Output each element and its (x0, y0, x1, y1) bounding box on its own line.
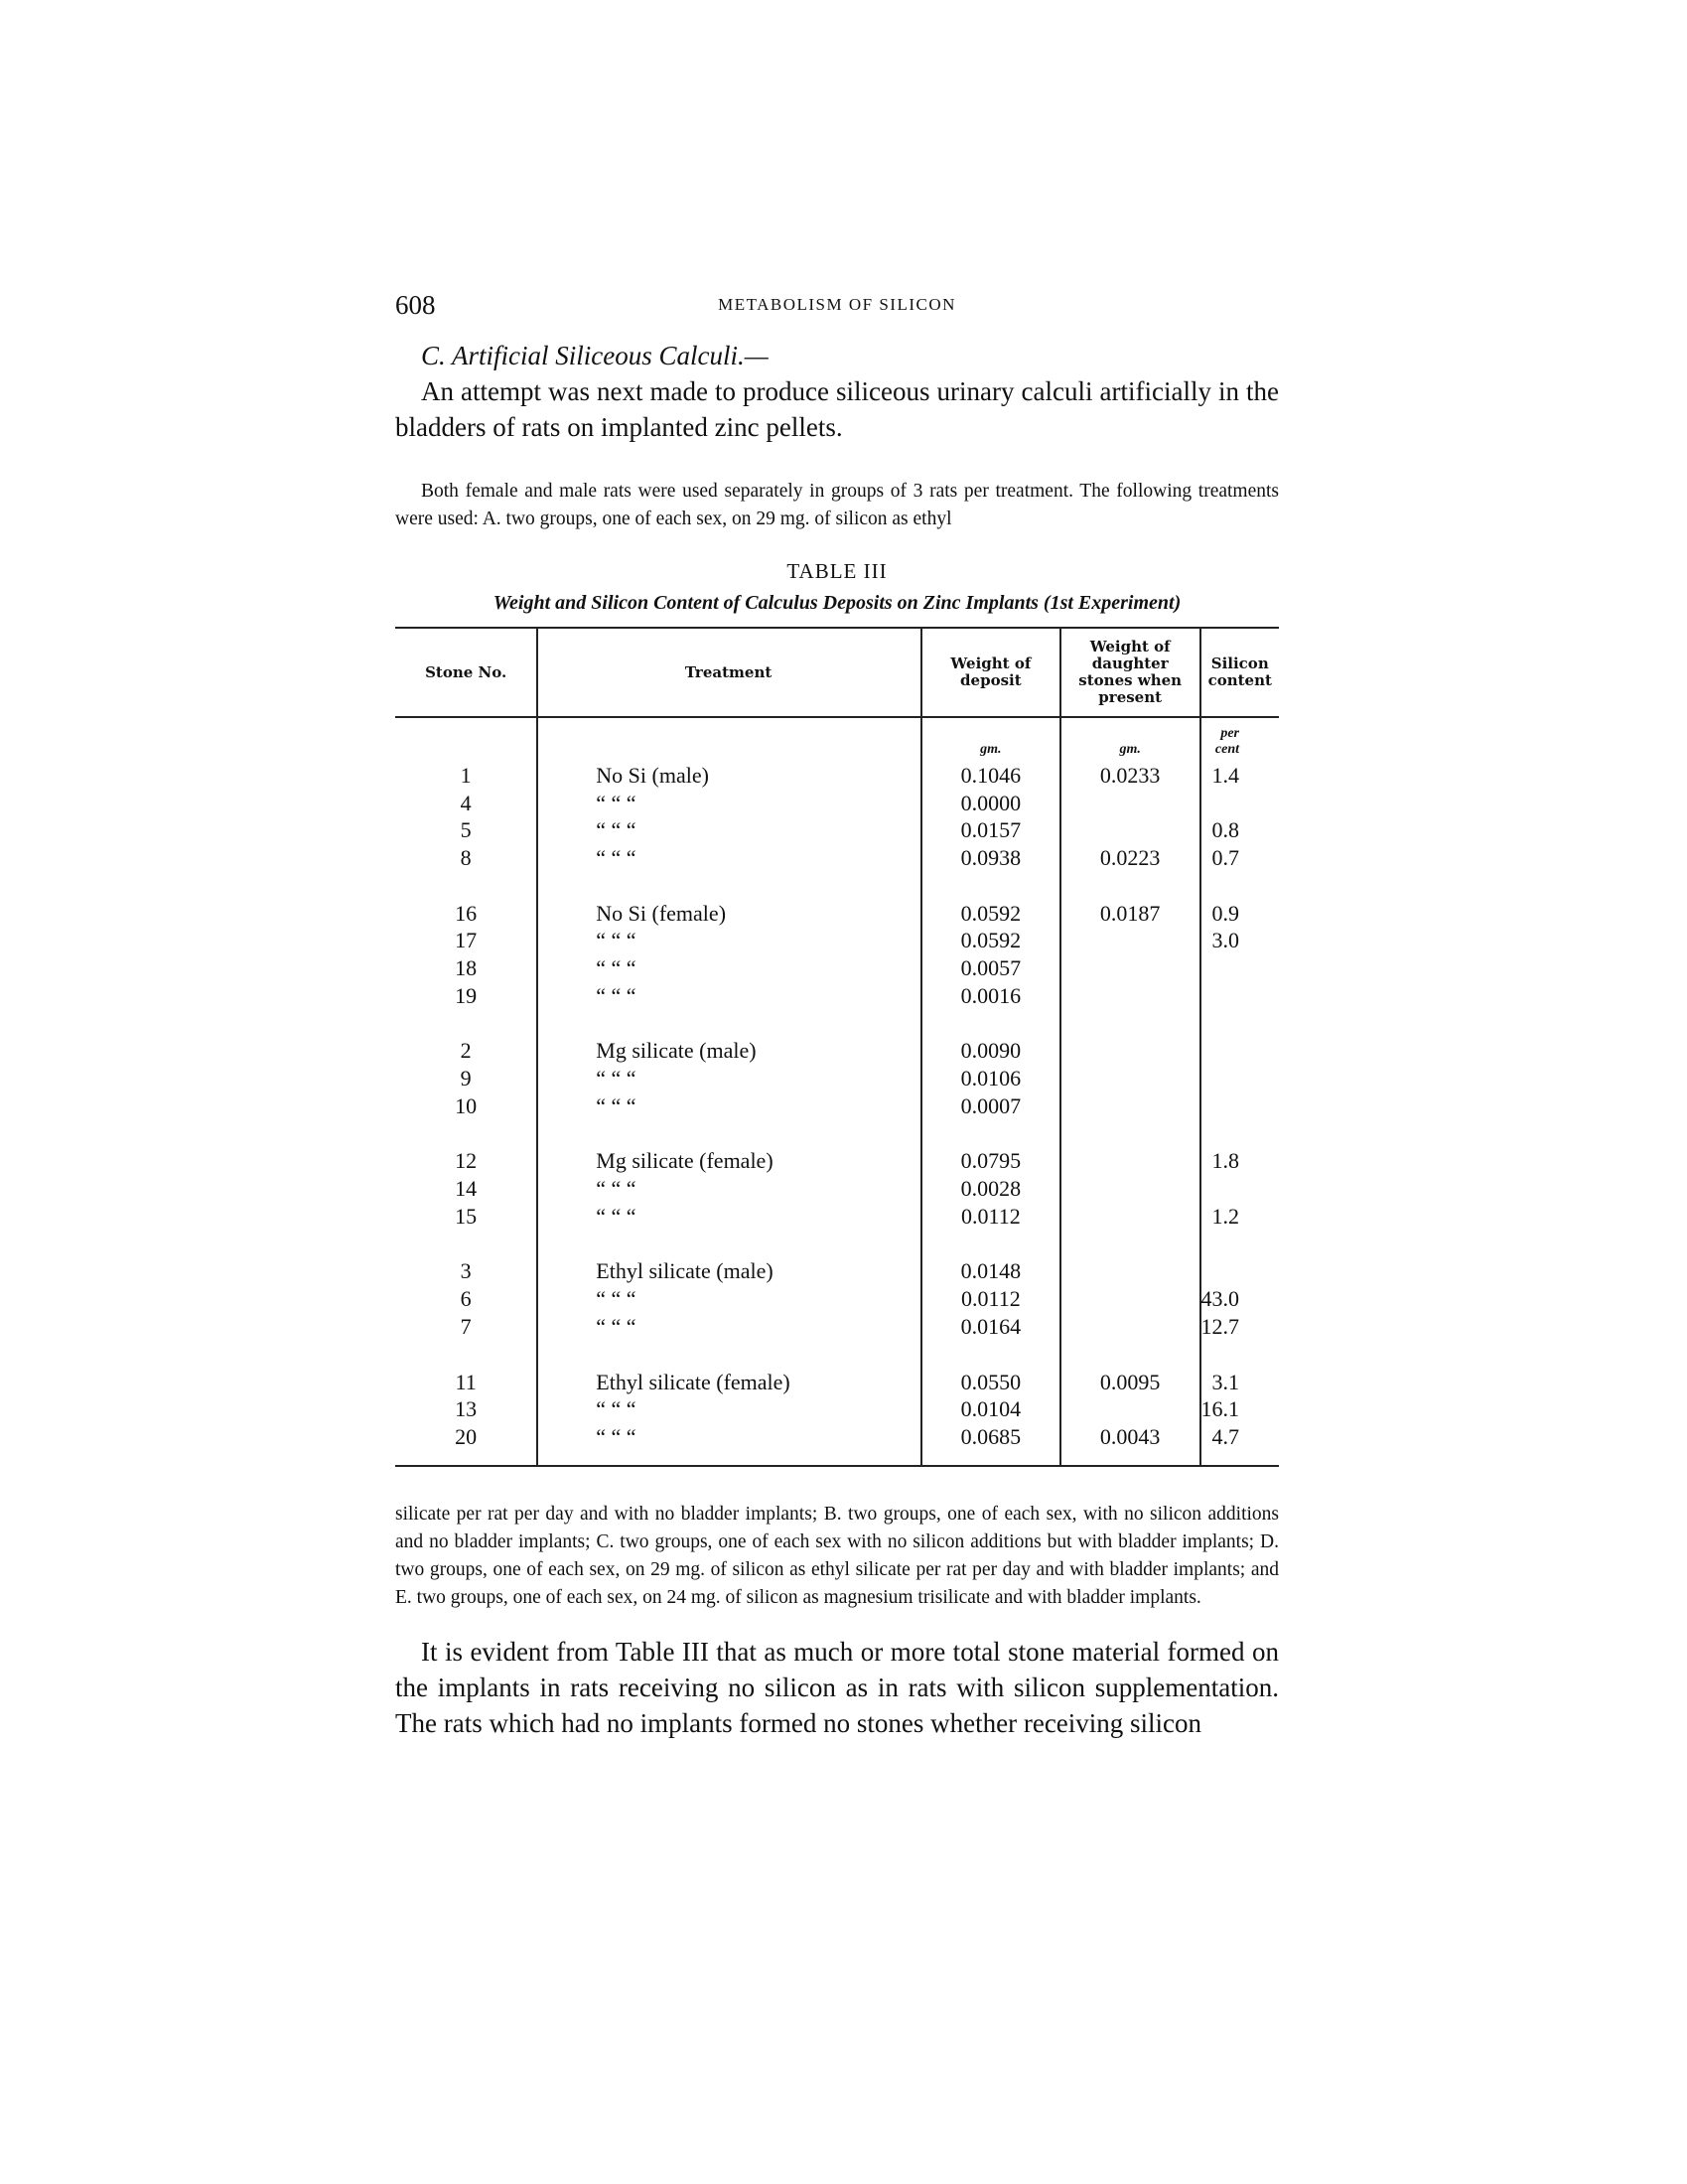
treatment-cell: “ “ “ (537, 927, 921, 954)
stone-no-cell: 8 (460, 844, 472, 870)
spacer-cell (1200, 1451, 1280, 1466)
silicon-content-cell (1200, 1038, 1280, 1066)
spacer-cell (1060, 1451, 1200, 1466)
weight-daughter-cell: 0.0095 (1060, 1369, 1200, 1396)
table-row (395, 844, 1279, 872)
spacer-cell (1200, 1120, 1280, 1148)
table-row (395, 816, 1279, 844)
spacer-cell (537, 1231, 921, 1258)
unit-cell: gm. (921, 717, 1060, 762)
spacer-cell (1060, 1010, 1200, 1038)
weight-deposit-cell: 0.0016 (921, 982, 1060, 1010)
stone-no-cell: 19 (455, 982, 478, 1008)
table-row (395, 927, 1279, 954)
stone-no-cell: 3 (460, 1258, 472, 1284)
stone-no-cell: 13 (455, 1396, 478, 1422)
page-header (395, 286, 1279, 326)
table-row (395, 1395, 1279, 1423)
stone-no-cell: 7 (460, 1313, 472, 1339)
stone-no-cell: 10 (455, 1092, 478, 1118)
silicon-content-cell: 0.9 (1200, 900, 1280, 928)
lead-paragraph: An attempt was next made to produce siliceous urinary calculi artificially in the bladders of rats on implanted zinc pellets. (395, 376, 1279, 442)
stone-no-cell: 9 (460, 1066, 472, 1092)
weight-daughter-cell: 0.0187 (1060, 900, 1200, 928)
treatment-cell: Ethyl silicate (male) (537, 1258, 921, 1286)
weight-daughter-cell (1060, 954, 1200, 982)
weight-deposit-cell: 0.0550 (921, 1369, 1060, 1396)
spacer-cell (537, 1341, 921, 1369)
table-row (395, 1423, 1279, 1451)
header-stone-no: Stone No. (395, 628, 537, 717)
weight-deposit-cell: 0.0795 (921, 1148, 1060, 1176)
weight-deposit-cell: 0.0028 (921, 1175, 1060, 1203)
table-body (395, 717, 1279, 1466)
weight-deposit-cell: 0.0090 (921, 1038, 1060, 1066)
weight-daughter-cell (1060, 1203, 1200, 1231)
data-table (395, 627, 1279, 1467)
weight-deposit-cell: 0.0164 (921, 1313, 1060, 1341)
spacer-cell (921, 872, 1060, 900)
weight-deposit-cell: 0.0157 (921, 816, 1060, 844)
treatments-paragraph: Both female and male rats were used separately in groups of 3 rats per treatment. The following treatments were used: A. two groups, one of each sex, on 29 mg. of silicon as ethyl (395, 481, 1279, 529)
table-row (395, 982, 1279, 1010)
spacer-cell (921, 1451, 1060, 1466)
final-paragraph: It is evident from Table III that as much or more total stone material formed on the implants in rats receiving no silicon as in rats with silicon supplementation. The rats which had no implants formed no stones whether receiving silicon (395, 1636, 1279, 1738)
treatment-cell: “ “ “ (537, 1395, 921, 1423)
unit-cell: per cent (1200, 717, 1280, 762)
running-head: METABOLISM OF SILICON (718, 295, 956, 314)
header-weight-deposit: Weight of deposit (921, 628, 1060, 717)
weight-deposit-cell: 0.0000 (921, 790, 1060, 817)
stone-no-cell: 15 (455, 1203, 478, 1229)
spacer-cell (921, 1010, 1060, 1038)
group-spacer (395, 1341, 1279, 1369)
silicon-content-cell: 16.1 (1200, 1395, 1280, 1423)
group-spacer (395, 1231, 1279, 1258)
treatment-cell: “ “ “ (537, 1423, 921, 1451)
spacer-cell (921, 1120, 1060, 1148)
silicon-content-cell (1200, 1258, 1280, 1286)
treatment-cell: No Si (male) (537, 762, 921, 790)
page-number: 608 (395, 290, 436, 320)
weight-deposit-cell: 0.0106 (921, 1065, 1060, 1092)
weight-daughter-cell (1060, 1148, 1200, 1176)
weight-daughter-cell (1060, 790, 1200, 817)
spacer-cell (1200, 1010, 1280, 1038)
silicon-content-cell: 1.8 (1200, 1148, 1280, 1176)
silicon-content-cell: 12.7 (1200, 1313, 1280, 1341)
weight-daughter-cell (1060, 1313, 1200, 1341)
treatment-cell: “ “ “ (537, 1203, 921, 1231)
table-header-row (395, 628, 1279, 717)
weight-deposit-cell: 0.0592 (921, 927, 1060, 954)
silicon-content-cell: 1.4 (1200, 762, 1280, 790)
treatment-cell: “ “ “ (537, 1285, 921, 1313)
spacer-cell (1200, 1231, 1280, 1258)
weight-daughter-cell (1060, 1258, 1200, 1286)
treatment-cell: “ “ “ (537, 1313, 921, 1341)
table-row (395, 1313, 1279, 1341)
silicon-content-cell: 43.0 (1200, 1285, 1280, 1313)
treatment-cell: “ “ “ (537, 844, 921, 872)
table-row (395, 1258, 1279, 1286)
treatment-cell: Ethyl silicate (female) (537, 1369, 921, 1396)
treatment-cell: Mg silicate (male) (537, 1038, 921, 1066)
unit-cell (395, 717, 537, 762)
stone-no-cell: 17 (455, 928, 478, 953)
stone-no-cell: 16 (455, 900, 478, 926)
stone-no-cell: 18 (455, 954, 478, 980)
weight-deposit-cell: 0.0938 (921, 844, 1060, 872)
unit-cell: gm. (1060, 717, 1200, 762)
treatment-cell: “ “ “ (537, 954, 921, 982)
table-row (395, 1148, 1279, 1176)
table-row (395, 762, 1279, 790)
spacer-cell (1060, 1341, 1200, 1369)
weight-daughter-cell (1060, 1175, 1200, 1203)
spacer-cell (1200, 872, 1280, 900)
spacer-cell (921, 1341, 1060, 1369)
group-spacer (395, 872, 1279, 900)
spacer-cell (1200, 1341, 1280, 1369)
weight-daughter-cell (1060, 982, 1200, 1010)
silicon-content-cell: 4.7 (1200, 1423, 1280, 1451)
table-row (395, 1285, 1279, 1313)
spacer-cell (395, 1451, 537, 1466)
unit-cell (537, 717, 921, 762)
treatment-cell: “ “ “ (537, 1175, 921, 1203)
silicon-content-cell (1200, 1065, 1280, 1092)
table-row (395, 1038, 1279, 1066)
spacer-cell (537, 1010, 921, 1038)
weight-daughter-cell (1060, 1065, 1200, 1092)
table-row (395, 790, 1279, 817)
table-row (395, 1092, 1279, 1120)
stone-no-cell: 20 (455, 1423, 478, 1449)
treatment-cell: “ “ “ (537, 1065, 921, 1092)
weight-daughter-cell (1060, 1395, 1200, 1423)
treatment-cell: “ “ “ (537, 790, 921, 817)
weight-deposit-cell: 0.0148 (921, 1258, 1060, 1286)
silicon-content-cell: 0.8 (1200, 816, 1280, 844)
weight-deposit-cell: 0.0057 (921, 954, 1060, 982)
silicon-content-cell (1200, 954, 1280, 982)
stone-no-cell: 4 (460, 790, 472, 815)
treatments-paragraph-continued: silicate per rat per day and with no bladder implants; B. two groups, one of each sex, with no silicon additions and no bladder implants; C. two groups, one of each sex with no silicon additions but with bladder implants; D. two groups, one of each sex, on 29 mg. of silicon as ethyl silicate per rat per day and with bladder implants; and E. two groups, one of each sex, on 24 mg. of silicon as magnesium trisilicate and with bladder implants. (395, 1503, 1279, 1608)
weight-daughter-cell (1060, 1285, 1200, 1313)
spacer-cell (1060, 1120, 1200, 1148)
header-silicon-content: Silicon content (1200, 628, 1280, 717)
stone-no-cell: 6 (460, 1286, 472, 1312)
treatment-cell: Mg silicate (female) (537, 1148, 921, 1176)
silicon-content-cell: 3.0 (1200, 927, 1280, 954)
silicon-content-cell (1200, 1092, 1280, 1120)
section-heading: C. Artificial Siliceous Calculi.— (421, 341, 769, 370)
spacer-cell (395, 1341, 537, 1369)
silicon-content-cell (1200, 790, 1280, 817)
silicon-content-cell (1200, 982, 1280, 1010)
spacer-cell (537, 1120, 921, 1148)
header-treatment: Treatment (537, 628, 921, 717)
silicon-content-cell: 1.2 (1200, 1203, 1280, 1231)
spacer-cell (1060, 1231, 1200, 1258)
weight-daughter-cell: 0.0043 (1060, 1423, 1200, 1451)
table-title: TABLE III (786, 559, 888, 583)
weight-deposit-cell: 0.0112 (921, 1285, 1060, 1313)
weight-deposit-cell: 0.0685 (921, 1423, 1060, 1451)
stone-no-cell: 1 (460, 762, 472, 788)
table-row (395, 954, 1279, 982)
stone-no-cell: 12 (455, 1148, 478, 1174)
weight-daughter-cell (1060, 816, 1200, 844)
table-row (395, 1203, 1279, 1231)
weight-deposit-cell: 0.0104 (921, 1395, 1060, 1423)
table-row (395, 1065, 1279, 1092)
silicon-content-cell: 3.1 (1200, 1369, 1280, 1396)
spacer-cell (395, 1010, 537, 1038)
weight-deposit-cell: 0.0007 (921, 1092, 1060, 1120)
table-row (395, 1369, 1279, 1396)
stone-no-cell: 5 (460, 817, 472, 843)
weight-daughter-cell: 0.0233 (1060, 762, 1200, 790)
treatment-cell: “ “ “ (537, 816, 921, 844)
spacer-cell (395, 872, 537, 900)
document-page (395, 286, 1279, 1741)
spacer-cell (1060, 872, 1200, 900)
group-spacer (395, 1120, 1279, 1148)
stone-no-cell: 14 (455, 1176, 478, 1202)
table-row (395, 900, 1279, 928)
spacer-cell (395, 1120, 537, 1148)
stone-no-cell: 11 (455, 1369, 477, 1394)
group-spacer (395, 1010, 1279, 1038)
weight-daughter-cell (1060, 927, 1200, 954)
units-row (395, 717, 1279, 762)
table-caption: Weight and Silicon Content of Calculus Deposits on Zinc Implants (1st Experiment) (492, 592, 1182, 614)
header-weight-daughter: Weight of daughter stones when present (1060, 628, 1200, 717)
treatment-cell: No Si (female) (537, 900, 921, 928)
weight-daughter-cell (1060, 1038, 1200, 1066)
weight-deposit-cell: 0.0112 (921, 1203, 1060, 1231)
treatment-cell: “ “ “ (537, 982, 921, 1010)
silicon-content-cell (1200, 1175, 1280, 1203)
weight-deposit-cell: 0.0592 (921, 900, 1060, 928)
spacer-cell (395, 1231, 537, 1258)
spacer-cell (537, 872, 921, 900)
treatment-cell: “ “ “ (537, 1092, 921, 1120)
silicon-content-cell: 0.7 (1200, 844, 1280, 872)
stone-no-cell: 2 (460, 1038, 472, 1064)
spacer-cell (537, 1451, 921, 1466)
weight-daughter-cell: 0.0223 (1060, 844, 1200, 872)
table-bottom-rule (395, 1451, 1279, 1466)
spacer-cell (921, 1231, 1060, 1258)
weight-daughter-cell (1060, 1092, 1200, 1120)
weight-deposit-cell: 0.1046 (921, 762, 1060, 790)
table-row (395, 1175, 1279, 1203)
